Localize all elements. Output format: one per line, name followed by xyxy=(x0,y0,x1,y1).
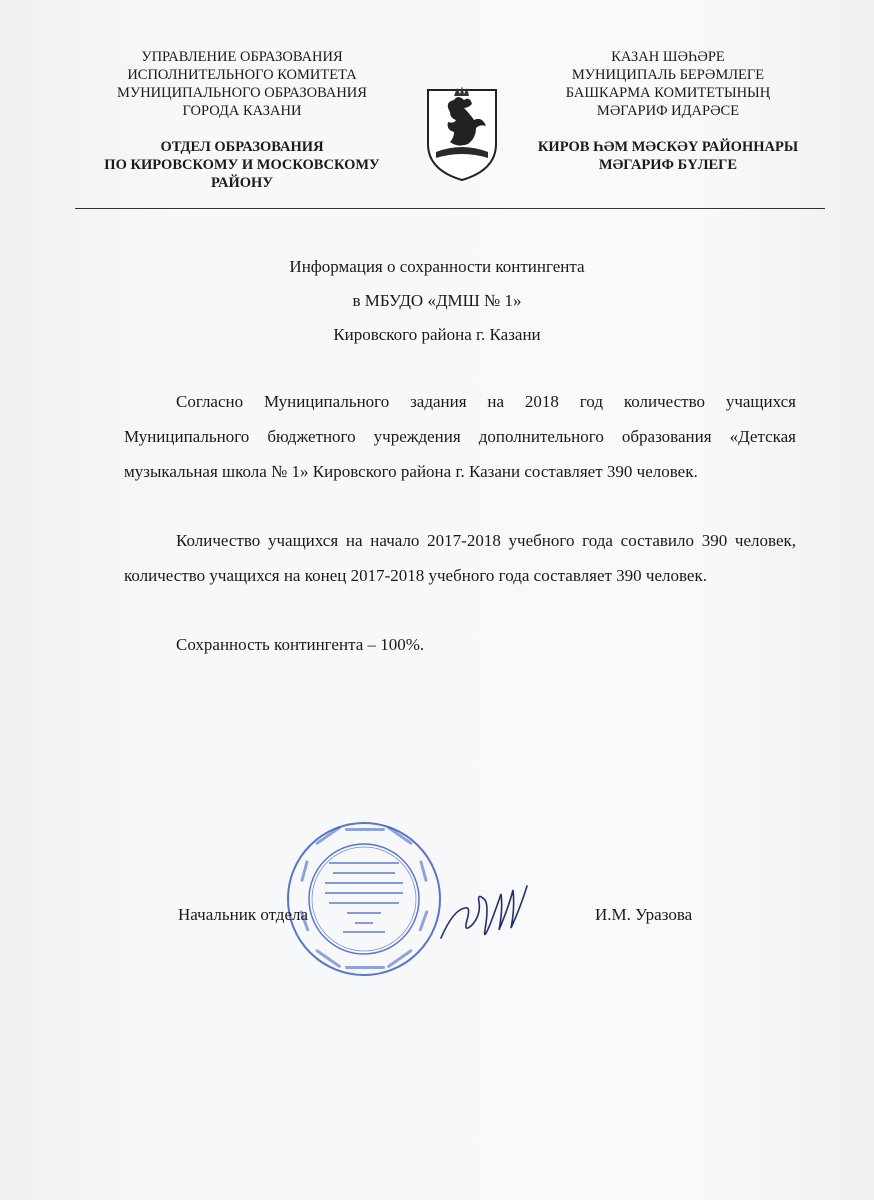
kazan-coat-of-arms-icon xyxy=(424,82,500,182)
body-paragraph-3: Сохранность контингента – 100%. xyxy=(176,635,425,654)
header-left-dept-1: ОТДЕЛ ОБРАЗОВАНИЯ xyxy=(160,139,324,155)
header-right-dept-1: КИРОВ ҺӘМ МӘСКӘҮ РАЙОННАРЫ xyxy=(537,139,799,155)
body-paragraph-2: Количество учащихся на начало 2017-2018 учебного года составило 390 человек, количество учащихся на конец 2017-2018 учебного года составляет 390 человек. xyxy=(124,531,796,585)
body-paragraph-1: Согласно Муниципального задания на 2018 год количество учащихся Муниципального бюджетного учреждения дополнительного образования «Детская музыкальная школа № 1» Кировского района г. Казани составляет 390 человек. xyxy=(124,392,796,481)
header-right-block xyxy=(510,48,826,174)
title-line-3: Кировского района г. Казани xyxy=(333,325,541,344)
header-right-line-1: КАЗАН ШӘҺӘРЕ xyxy=(611,49,725,65)
header-left-dept-3: РАЙОНУ xyxy=(211,175,273,191)
header-right-dept-2: МӘГАРИФ БҮЛЕГЕ xyxy=(598,157,738,173)
header-right-line-4: МӘГАРИФ ИДАРӘСЕ xyxy=(596,103,740,119)
header-right-line-3: БАШКАРМА КОМИТЕТЫНЫҢ xyxy=(565,85,771,101)
title-line-2: в МБУДО «ДМШ № 1» xyxy=(352,291,522,310)
header-left-line-1: УПРАВЛЕНИЕ ОБРАЗОВАНИЯ xyxy=(141,49,343,65)
header-divider xyxy=(75,208,825,209)
header-left-block xyxy=(72,48,412,192)
signatory-title: Начальник отдела xyxy=(178,905,309,924)
header-left-line-3: МУНИЦИПАЛЬНОГО ОБРАЗОВАНИЯ xyxy=(117,85,367,101)
document-title xyxy=(0,250,874,352)
header-right-line-2: МУНИЦИПАЛЬ БЕРӘМЛЕГЕ xyxy=(571,67,765,83)
title-line-1: Информация о сохранности контингента xyxy=(289,257,585,276)
header-left-line-4: ГОРОДА КАЗАНИ xyxy=(182,103,302,119)
signatory-name: И.М. Уразова xyxy=(595,905,693,924)
official-stamp xyxy=(285,820,443,978)
header-left-line-2: ИСПОЛНИТЕЛЬНОГО КОМИТЕТА xyxy=(127,67,357,83)
header-left-dept-2: ПО КИРОВСКОМУ И МОСКОВСКОМУ xyxy=(104,157,380,173)
handwritten-signature xyxy=(435,880,545,950)
